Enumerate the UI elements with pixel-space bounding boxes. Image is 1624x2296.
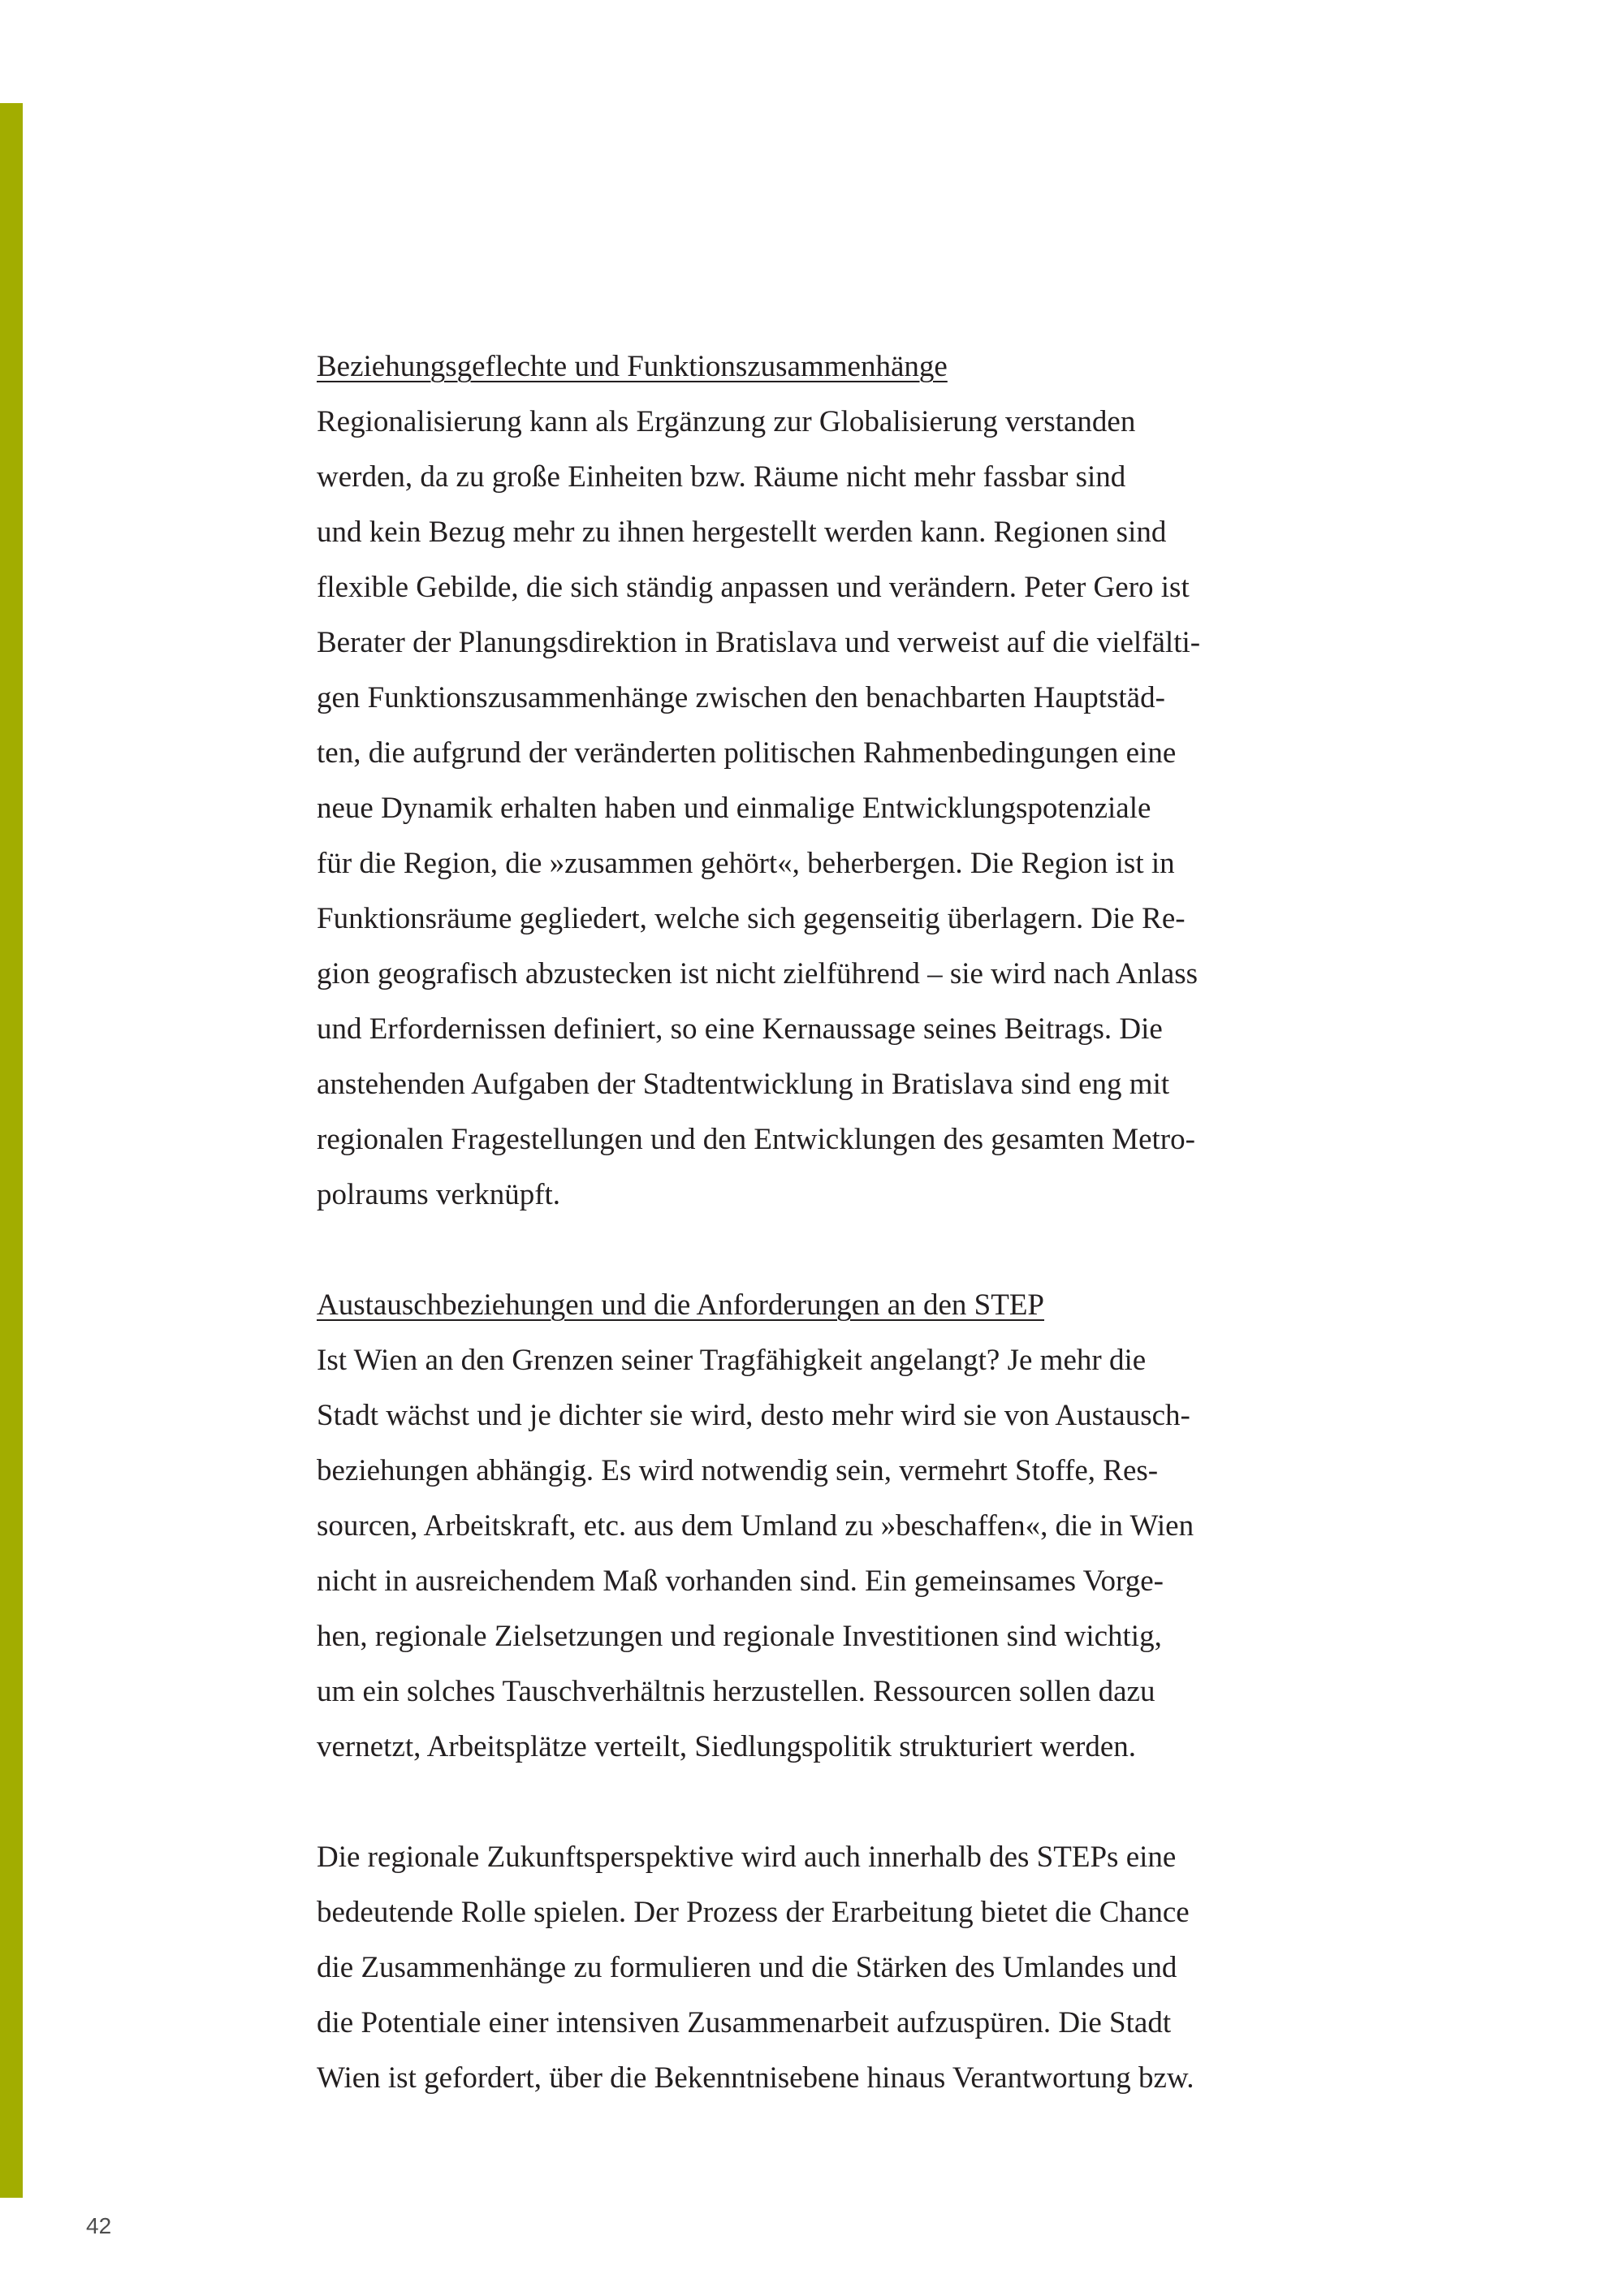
article-body <box>317 339 1324 2106</box>
page-number: 42 <box>86 2213 112 2238</box>
paragraph-line: sourcen, Arbeitskraft, etc. aus dem Umland zu »beschaffen«, die in Wien <box>317 1509 1194 1543</box>
paragraph-line: polraums verknüpft. <box>317 1178 561 1211</box>
paragraph-line: Die regionale Zukunftsperspektive wird auch innerhalb des STEPs eine <box>317 1841 1177 1874</box>
section-zukunftsperspektive <box>317 1830 1324 2106</box>
paragraph-gap <box>317 1775 1324 1830</box>
paragraph-line: hen, regionale Zielsetzungen und regionale Investitionen sind wichtig, <box>317 1620 1162 1653</box>
paragraph-line: vernetzt, Arbeitsplätze verteilt, Siedlungspolitik strukturiert werden. <box>317 1730 1137 1763</box>
paragraph-line: bedeutende Rolle spielen. Der Prozess der Erarbeitung bietet die Chance <box>317 1896 1190 1929</box>
paragraph-line: Berater der Planungsdirektion in Bratislava und verweist auf die vielfälti- <box>317 626 1201 659</box>
section-beziehungsgeflechte <box>317 339 1324 1223</box>
paragraph-line: gen Funktionszusammenhänge zwischen den benachbarten Hauptstäd- <box>317 681 1165 714</box>
paragraph-line: Regionalisierung kann als Ergänzung zur Globalisierung verstanden <box>317 405 1136 438</box>
paragraph-line: die Potentiale einer intensiven Zusammenarbeit aufzuspüren. Die Stadt <box>317 2006 1172 2039</box>
paragraph-line: für die Region, die »zusammen gehört«, beherbergen. Die Region ist in <box>317 847 1175 880</box>
paragraph-line: neue Dynamik erhalten haben und einmalige Entwicklungspotenziale <box>317 792 1151 825</box>
accent-bar <box>0 103 23 2198</box>
section-austauschbeziehungen <box>317 1278 1324 1775</box>
paragraph-gap <box>317 1223 1324 1278</box>
paragraph-line: um ein solches Tauschverhältnis herzustellen. Ressourcen sollen dazu <box>317 1675 1155 1708</box>
paragraph-line: und Erfordernissen definiert, so eine Kernaussage seines Beitrags. Die <box>317 1012 1163 1046</box>
paragraph-line: nicht in ausreichendem Maß vorhanden sind. Ein gemeinsames Vorge- <box>317 1564 1164 1598</box>
section-heading: Beziehungsgeflechte und Funktionszusammenhänge <box>317 350 948 383</box>
paragraph-line: gion geografisch abzustecken ist nicht zielführend – sie wird nach Anlass <box>317 957 1199 990</box>
paragraph-line: anstehenden Aufgaben der Stadtentwicklung in Bratislava sind eng mit <box>317 1068 1170 1101</box>
paragraph-line: Wien ist gefordert, über die Bekenntnisebene hinaus Verantwortung bzw. <box>317 2061 1194 2095</box>
paragraph-line: Funktionsräume gegliedert, welche sich gegenseitig überlagern. Die Re- <box>317 902 1186 935</box>
paragraph-line: ten, die aufgrund der veränderten politischen Rahmenbedingungen eine <box>317 736 1177 770</box>
paragraph-line: Ist Wien an den Grenzen seiner Tragfähigkeit angelangt? Je mehr die <box>317 1344 1147 1377</box>
section-heading: Austauschbeziehungen und die Anforderungen an den STEP <box>317 1288 1045 1322</box>
paragraph-line: regionalen Fragestellungen und den Entwicklungen des gesamten Metro- <box>317 1123 1195 1156</box>
paragraph-line: flexible Gebilde, die sich ständig anpassen und verändern. Peter Gero ist <box>317 571 1190 604</box>
paragraph-line: beziehungen abhängig. Es wird notwendig sein, vermehrt Stoffe, Res- <box>317 1454 1159 1487</box>
paragraph-line: werden, da zu große Einheiten bzw. Räume nicht mehr fassbar sind <box>317 460 1126 494</box>
paragraph-line: die Zusammenhänge zu formulieren und die Stärken des Umlandes und <box>317 1951 1177 1984</box>
paragraph-line: Stadt wächst und je dichter sie wird, desto mehr wird sie von Austausch- <box>317 1399 1190 1432</box>
paragraph-line: und kein Bezug mehr zu ihnen hergestellt werden kann. Regionen sind <box>317 516 1167 549</box>
